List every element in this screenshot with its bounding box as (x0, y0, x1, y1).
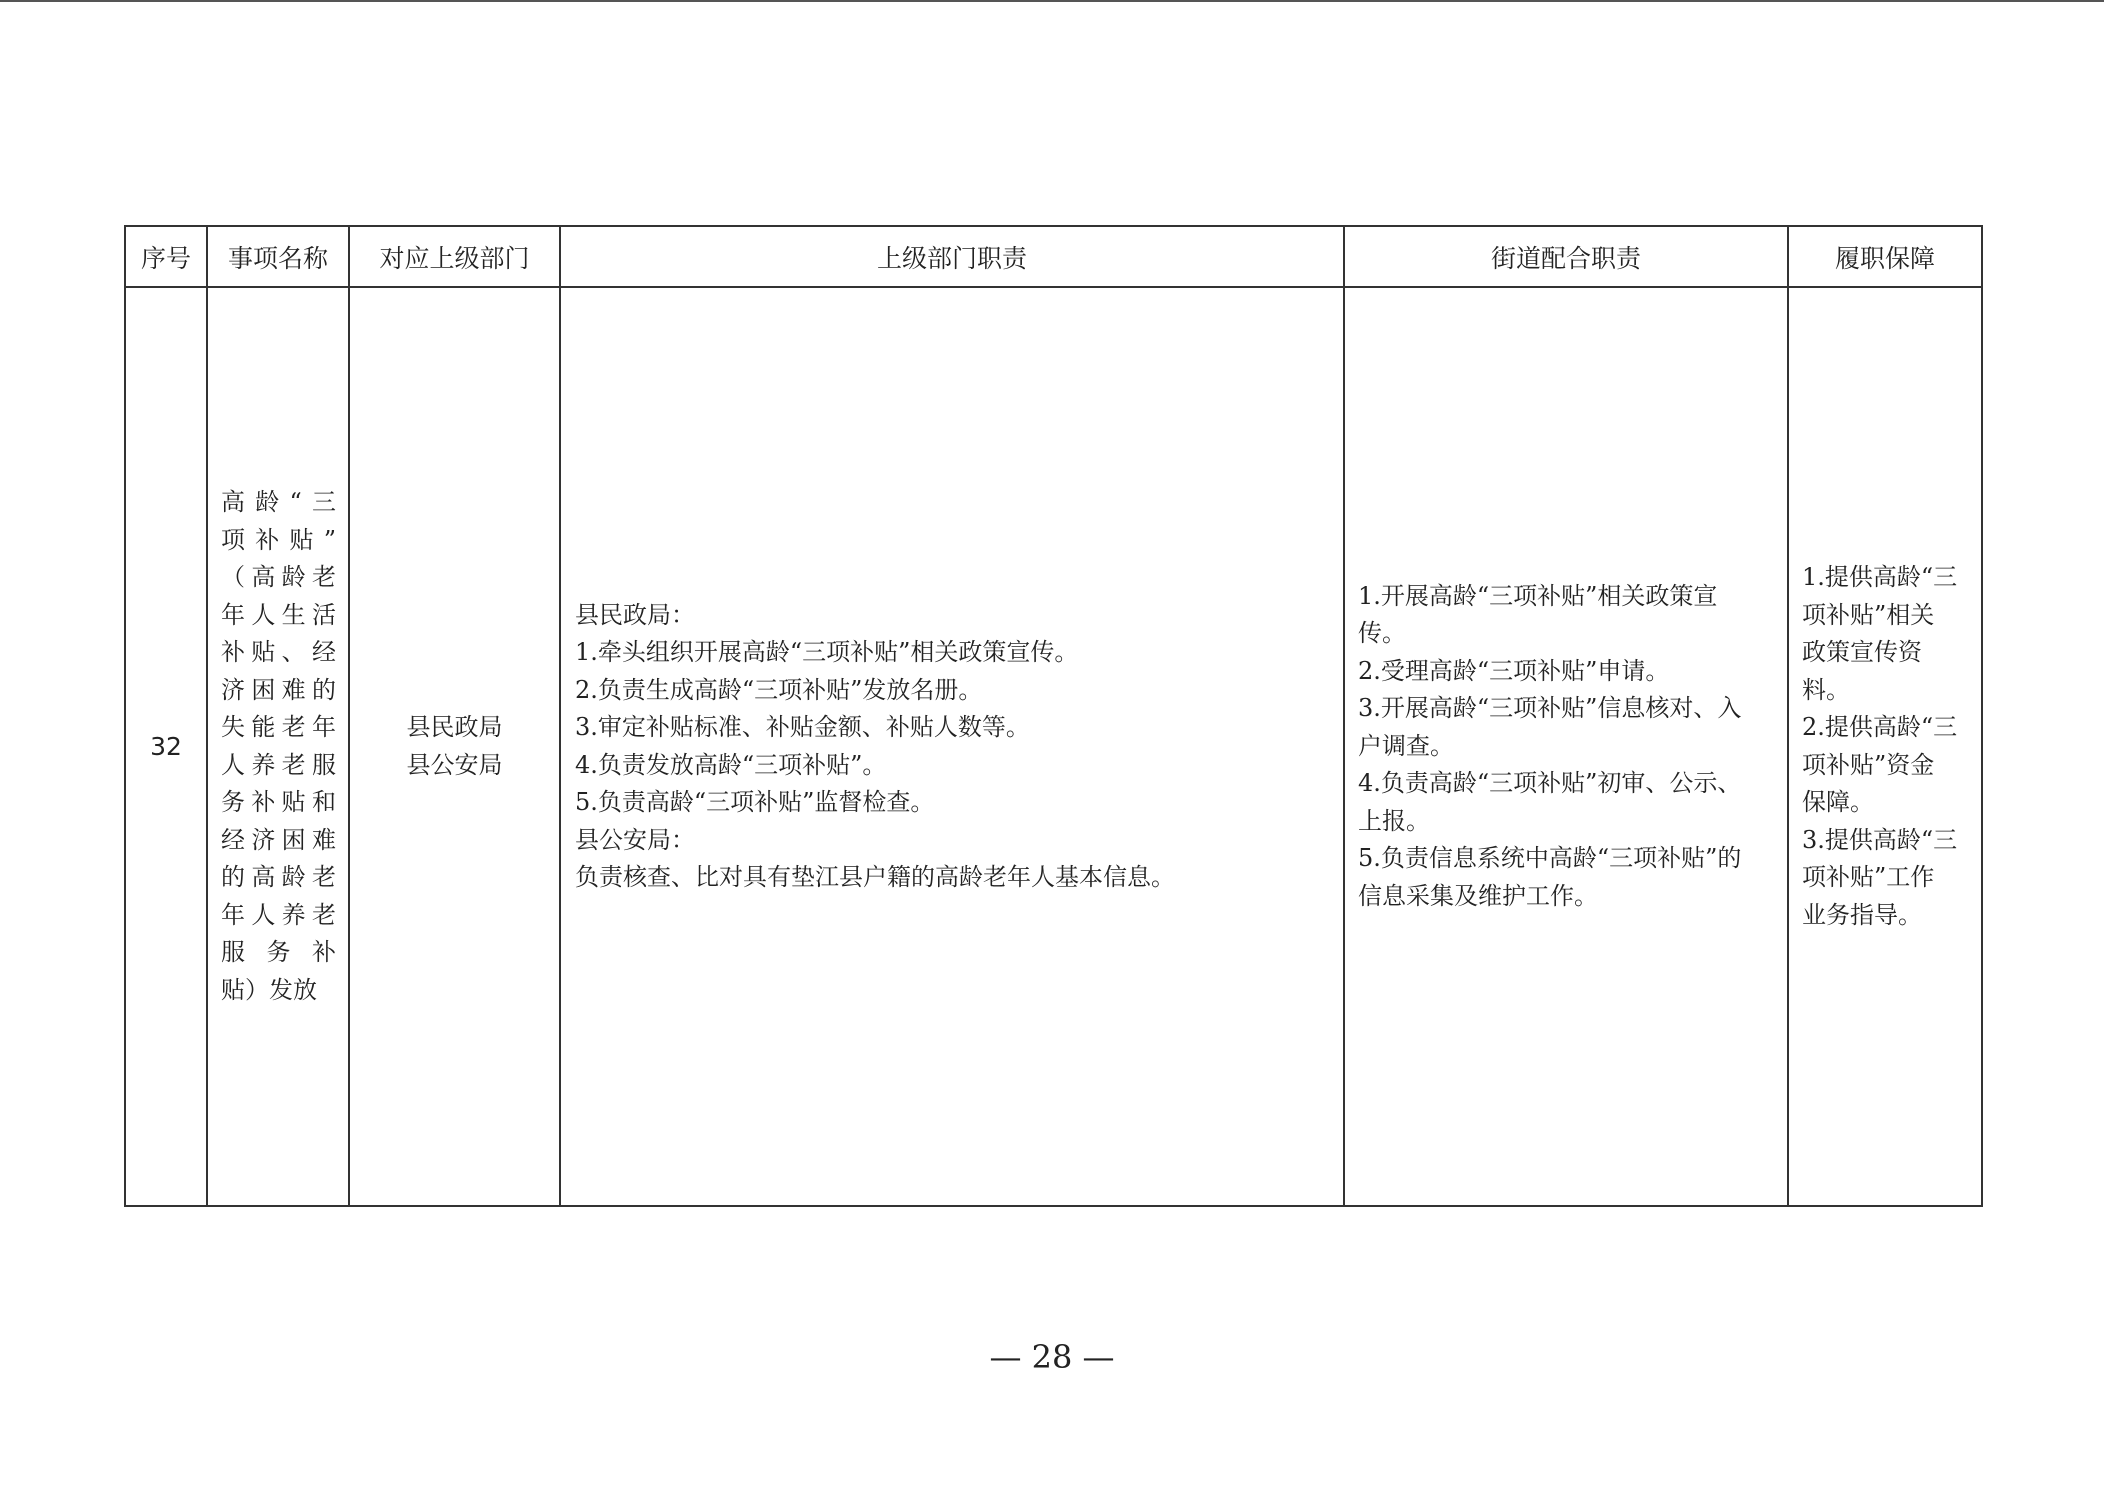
item-name-line: 失能老年 (221, 713, 336, 741)
upper-duty-line: 3.审定补贴标准、补贴金额、补贴人数等。 (575, 713, 1030, 741)
guarantee-line: 料。 (1802, 675, 1850, 704)
guarantee-line: 项补贴”资金 (1802, 750, 1935, 779)
upper-duty-line: 1.牵头组织开展高龄“三项补贴”相关政策宣传。 (575, 638, 1079, 666)
item-name-line: 济困难的 (221, 675, 336, 704)
upper-duty-line: 负责核查、比对具有垫江县户籍的高龄老年人基本信息。 (575, 863, 1175, 891)
guarantee-line: 3.提供高龄“三 (1802, 825, 1958, 854)
item-name-line: 贴）发放 (221, 975, 317, 1004)
guarantee-line: 2.提供高龄“三 (1802, 713, 1958, 741)
cell-seq: 32 (125, 287, 207, 1206)
header-seq: 序号 (125, 226, 207, 287)
street-duty-line: 4.负责高龄“三项补贴”初审、公示、 (1358, 769, 1742, 798)
upper-duty-line: 4.负责发放高龄“三项补贴”。 (575, 750, 887, 779)
page-number: — 28 — (989, 1338, 1115, 1376)
cell-guarantee (1788, 287, 1982, 1206)
item-name-line: （高龄老 (221, 563, 336, 591)
item-name-line: 经济困难 (221, 825, 336, 854)
item-name-line: 高龄“三 (221, 488, 336, 516)
duty-table (124, 225, 1983, 1207)
item-name-line: 年人生活 (221, 600, 336, 629)
table-header-row (125, 226, 1982, 287)
guarantee-line: 项补贴”工作 (1802, 863, 1935, 891)
street-duty-line: 信息采集及维护工作。 (1358, 881, 1598, 910)
guarantee-line: 业务指导。 (1802, 900, 1922, 929)
street-duty-line: 5.负责信息系统中高龄“三项补贴”的 (1358, 844, 1742, 873)
upper-dept-line: 县民政局 (406, 713, 503, 741)
header-guarantee: 履职保障 (1788, 226, 1982, 287)
item-name-line: 的高龄老 (221, 863, 336, 891)
guarantee-line: 保障。 (1802, 788, 1874, 816)
header-street-duties: 街道配合职责 (1344, 226, 1788, 287)
item-name-line: 补贴、经 (221, 638, 336, 666)
upper-dept-line: 县公安局 (406, 750, 503, 779)
cell-upper-duties (560, 287, 1344, 1206)
guarantee-line: 1.提供高龄“三 (1802, 563, 1958, 591)
street-duty-line: 3.开展高龄“三项补贴”信息核对、入 (1358, 694, 1742, 723)
street-duty-line: 1.开展高龄“三项补贴”相关政策宣 (1358, 581, 1718, 610)
street-duty-line: 2.受理高龄“三项补贴”申请。 (1358, 656, 1670, 685)
upper-duty-line: 5.负责高龄“三项补贴”监督检查。 (575, 788, 935, 816)
guarantee-line: 项补贴”相关 (1802, 600, 1935, 629)
item-name-line: 务补贴和 (221, 788, 336, 816)
street-duty-line: 上报。 (1358, 806, 1430, 835)
table-row (125, 287, 1982, 1206)
header-upper-dept: 对应上级部门 (349, 226, 560, 287)
guarantee-line: 政策宣传资 (1802, 638, 1922, 666)
street-duty-line: 传。 (1358, 619, 1406, 648)
upper-duty-line: 县公安局： (575, 825, 695, 854)
item-name-line: 年人养老 (221, 900, 336, 929)
cell-item-name (207, 287, 349, 1206)
upper-duty-line: 县民政局： (575, 600, 695, 629)
header-item-name: 事项名称 (207, 226, 349, 287)
street-duty-line: 户调查。 (1358, 731, 1454, 760)
item-name-line: 人养老服 (221, 750, 336, 779)
header-upper-duties: 上级部门职责 (560, 226, 1344, 287)
item-name-line: 服务补 (221, 938, 336, 966)
top-border-line (0, 0, 2104, 2)
cell-upper-dept (349, 287, 560, 1206)
upper-duty-line: 2.负责生成高龄“三项补贴”发放名册。 (575, 675, 983, 704)
item-name-line: 项补贴” (221, 525, 336, 554)
cell-street-duties (1344, 287, 1788, 1206)
